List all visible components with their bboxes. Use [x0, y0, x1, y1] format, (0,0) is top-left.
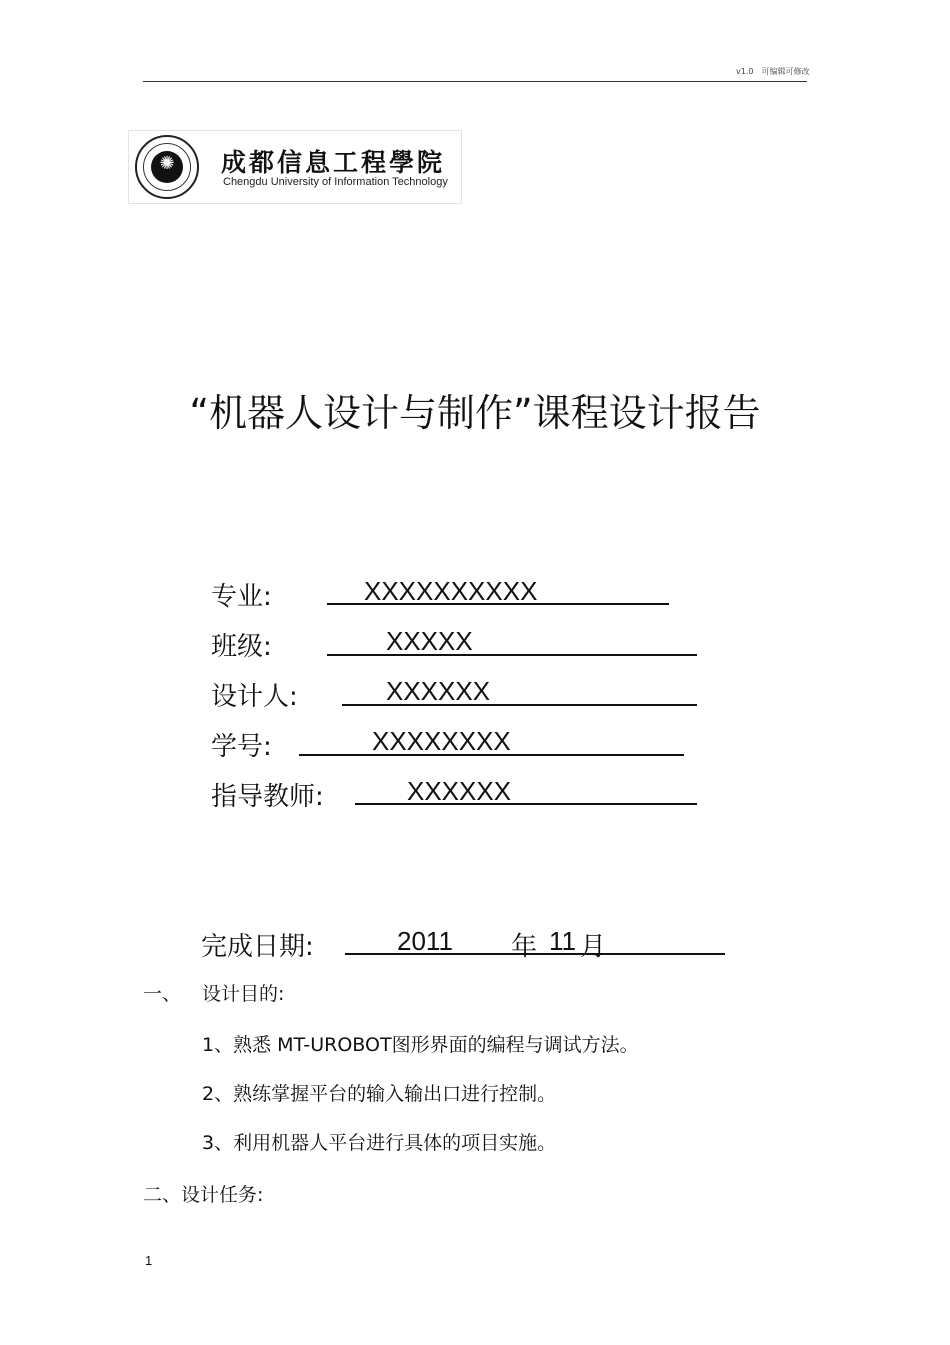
section-2-heading: 二、设计任务: — [143, 1184, 264, 1206]
info-underline-class — [327, 654, 697, 656]
section-1-item: 3、利用机器人平台进行具体的项目实施。 — [202, 1132, 557, 1154]
report-title: “机器人设计与制作”课程设计报告 — [189, 391, 761, 435]
completion-month-unit: 月 — [580, 932, 607, 962]
section-1-heading: 设计目的: — [202, 983, 285, 1005]
completion-year-unit: 年 — [511, 932, 538, 962]
info-label-advisor: 指导教师: — [211, 782, 324, 812]
section-1-number: 一、 — [143, 983, 182, 1005]
completion-date-label: 完成日期: — [201, 932, 314, 962]
version-note: v1.0 可编辑可修改 — [736, 67, 810, 76]
info-value-advisor: XXXXXX — [407, 776, 512, 806]
info-label-designer: 设计人: — [211, 682, 298, 712]
section-1-item: 2、熟练掌握平台的输入输出口进行控制。 — [202, 1083, 557, 1105]
page-number: 1 — [145, 1253, 153, 1268]
logo-chinese-name: 成都信息工程學院 — [221, 148, 446, 177]
university-logo — [128, 130, 462, 204]
info-label-class: 班级: — [211, 632, 272, 662]
info-label-student-id: 学号: — [211, 732, 272, 762]
info-value-student-id: XXXXXXXX — [372, 726, 511, 756]
section-1-item: 1、熟悉 MT-UROBOT图形界面的编程与调试方法。 — [202, 1034, 639, 1056]
logo-english-name: Chengdu University of Information Technology — [223, 176, 448, 188]
info-value-class: XXXXX — [386, 626, 473, 656]
header-rule — [143, 81, 807, 82]
seal-emblem-icon: ✺ — [159, 153, 175, 174]
university-seal-icon — [135, 135, 199, 199]
info-value-major: XXXXXXXXXX — [364, 576, 538, 606]
completion-year: 2011 — [397, 926, 453, 956]
info-label-major: 专业: — [211, 582, 272, 612]
info-value-designer: XXXXXX — [386, 676, 491, 706]
completion-month: 11 — [549, 926, 576, 956]
